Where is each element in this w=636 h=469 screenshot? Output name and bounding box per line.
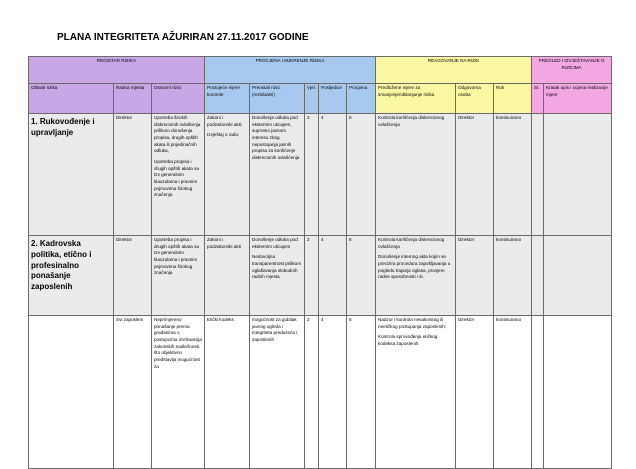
cell-text: Nadzor i kontrola nesakonitog ili neetičkog postupanja zaposlenih; [378,317,446,329]
col-header-preostali-rizici: Preostali rizici (rezidualni) [250,84,305,114]
cell-procjena: 8 [347,114,376,236]
col-header-procjena: Procjena [347,84,376,114]
cell-posljedice: 4 [319,114,347,236]
section-pregled: PREGLED I IZVJEŠTAVANJE O RIZICIMA [532,57,612,84]
cell-text: Zakoni i podzakonski akti; [207,115,243,127]
col-header-osnovni-rizici: Osnovni rizici [152,84,205,114]
col-header-radno-mjesto: Radna mjesta [114,84,152,114]
cell-preostali-rizici [250,236,305,316]
col-header-vjer: Vjer. [305,84,319,114]
cell-oblast [29,316,114,469]
cell-st [532,114,544,236]
col-header-postojece-mjere: Postojeće mjere kontrole [205,84,250,114]
col-header-oblast: Oblasti rizika [29,84,114,114]
cell-text: Upotreba propisa i drugih opštih akata sa tzv generalnim klauzulama i pravnim pojmovima širokog značenja [154,158,199,198]
cell-osnovni-rizici [152,316,205,469]
cell-odgovorna-osoba: Direktor [456,114,494,236]
cell-posljedice: 4 [319,236,347,316]
cell-text: Kontrola korišćenja diskrecionog ovlašćenja [378,115,445,127]
col-header-kratak-opis: Kratak opis i ocjena realizacije mjere [544,84,612,114]
cell-st [532,316,544,469]
cell-rok: kontinuirano [494,316,532,469]
cell-st [532,236,544,316]
cell-text: Nedovoljna transparentnost prilikom oglašavanja slobodnih radnih mjesta [252,254,302,280]
cell-preostali-rizici [250,316,305,469]
cell-text: mogućnost za gubitak javnog ugleda i integriteta preduzeća i zaposlenih [252,317,298,342]
cell-text: Kontrola korišćenja diskrecionog ovlašćenja [378,237,445,249]
cell-procjena: 8 [347,236,376,316]
cell-radno-mjesto: Direktor [114,114,152,236]
cell-odgovorna-osoba: Direktor [456,236,494,316]
cell-radno-mjesto: Svi zaposleni [114,316,152,469]
cell-text: Upotreba širokih diskrecionih ovlaštenja prilikom donošenja propisa, drugih opštih akata ili pojedinačnih odluka, [154,115,201,154]
cell-oblast: 1. Rukovođenje i upravljanje [29,114,114,236]
cell-posljedice: 4 [319,316,347,469]
cell-osnovni-rizici [152,236,205,316]
cell-text: Neprimjereno ponašanje prema građanima u postupcima izvršavanja zakonskih nadležnosti, što objektivno predstavlja mogućnost za [154,317,202,369]
cell-preostali-rizici [250,114,305,236]
cell-osnovni-rizici [152,114,205,236]
table-row [29,316,612,469]
page-title: PLANA INTEGRITETA AŽURIRAN 27.11.2017 GODINE [57,32,309,43]
col-header-predlozene-mjere: Predložene mjere za smanjenje/otklanjanje rizika [376,84,456,114]
cell-kratak-opis [544,114,612,236]
cell-rok: kontinuirano [494,236,532,316]
section-reagovanje: REAGOVANJE NA RIZIK [376,57,532,84]
col-header-rok: Rok [494,84,532,114]
cell-text: Donošenje internog akta kojim se precizira procedura zapošljavanja u pogledu trajanja oglasa, provjere radne sposobnosti i sl. [378,254,451,280]
cell-predlozene-mjere [376,114,456,236]
cell-radno-mjesto: Direktor [114,236,152,316]
cell-vjer: 2 [305,316,319,469]
cell-predlozene-mjere [376,236,456,316]
section-procjena: PROCJENA I MJERENJE RIZIKA [205,57,376,84]
cell-text: Donošenje odluka pod eksternim uticajem [252,237,298,249]
cell-postojece-mjere [205,114,250,236]
risk-register-table [28,56,612,469]
cell-procjena: 8 [347,316,376,469]
cell-odgovorna-osoba: Direktor [456,316,494,469]
cell-text: Etički kodeks [207,317,234,322]
col-header-posljedice: Posljedice [319,84,347,114]
cell-postojece-mjere [205,236,250,316]
cell-vjer: 2 [305,114,319,236]
col-header-odgovorna-osoba: Odgovorna osoba [456,84,494,114]
table-row [29,236,612,316]
cell-kratak-opis [544,236,612,316]
cell-text: Upotreba propisa i drugih opštih akata sa tzv generalnim klauzulama i pravnim pojmovima širokog značenja [154,237,199,276]
cell-postojece-mjere [205,316,250,469]
cell-predlozene-mjere [376,316,456,469]
cell-text: Donošenje odluka pod eksternim uticajem, suprotno javnom interesu zbog nepostojanja jasnih propisa za korišćenje diskrecionih ovlašćenja [252,115,300,160]
cell-text: Zakoni i podzakonski akti [207,237,241,249]
cell-oblast: 2. Kadrovska politika, etično i profesinalno ponašanje zaposlenih [29,236,114,316]
col-header-st: St. [532,84,544,114]
section-registar: REGISTAR RIZIKA [29,57,205,84]
cell-kratak-opis [544,316,612,469]
cell-rok: kontinuirano [494,114,532,236]
cell-text: Izvještaj o radu; [207,132,240,138]
cell-text: Kontrola sprovođenja etičkog kodeksa zaposlenih [378,334,438,346]
cell-vjer: 2 [305,236,319,316]
table-row [29,114,612,236]
